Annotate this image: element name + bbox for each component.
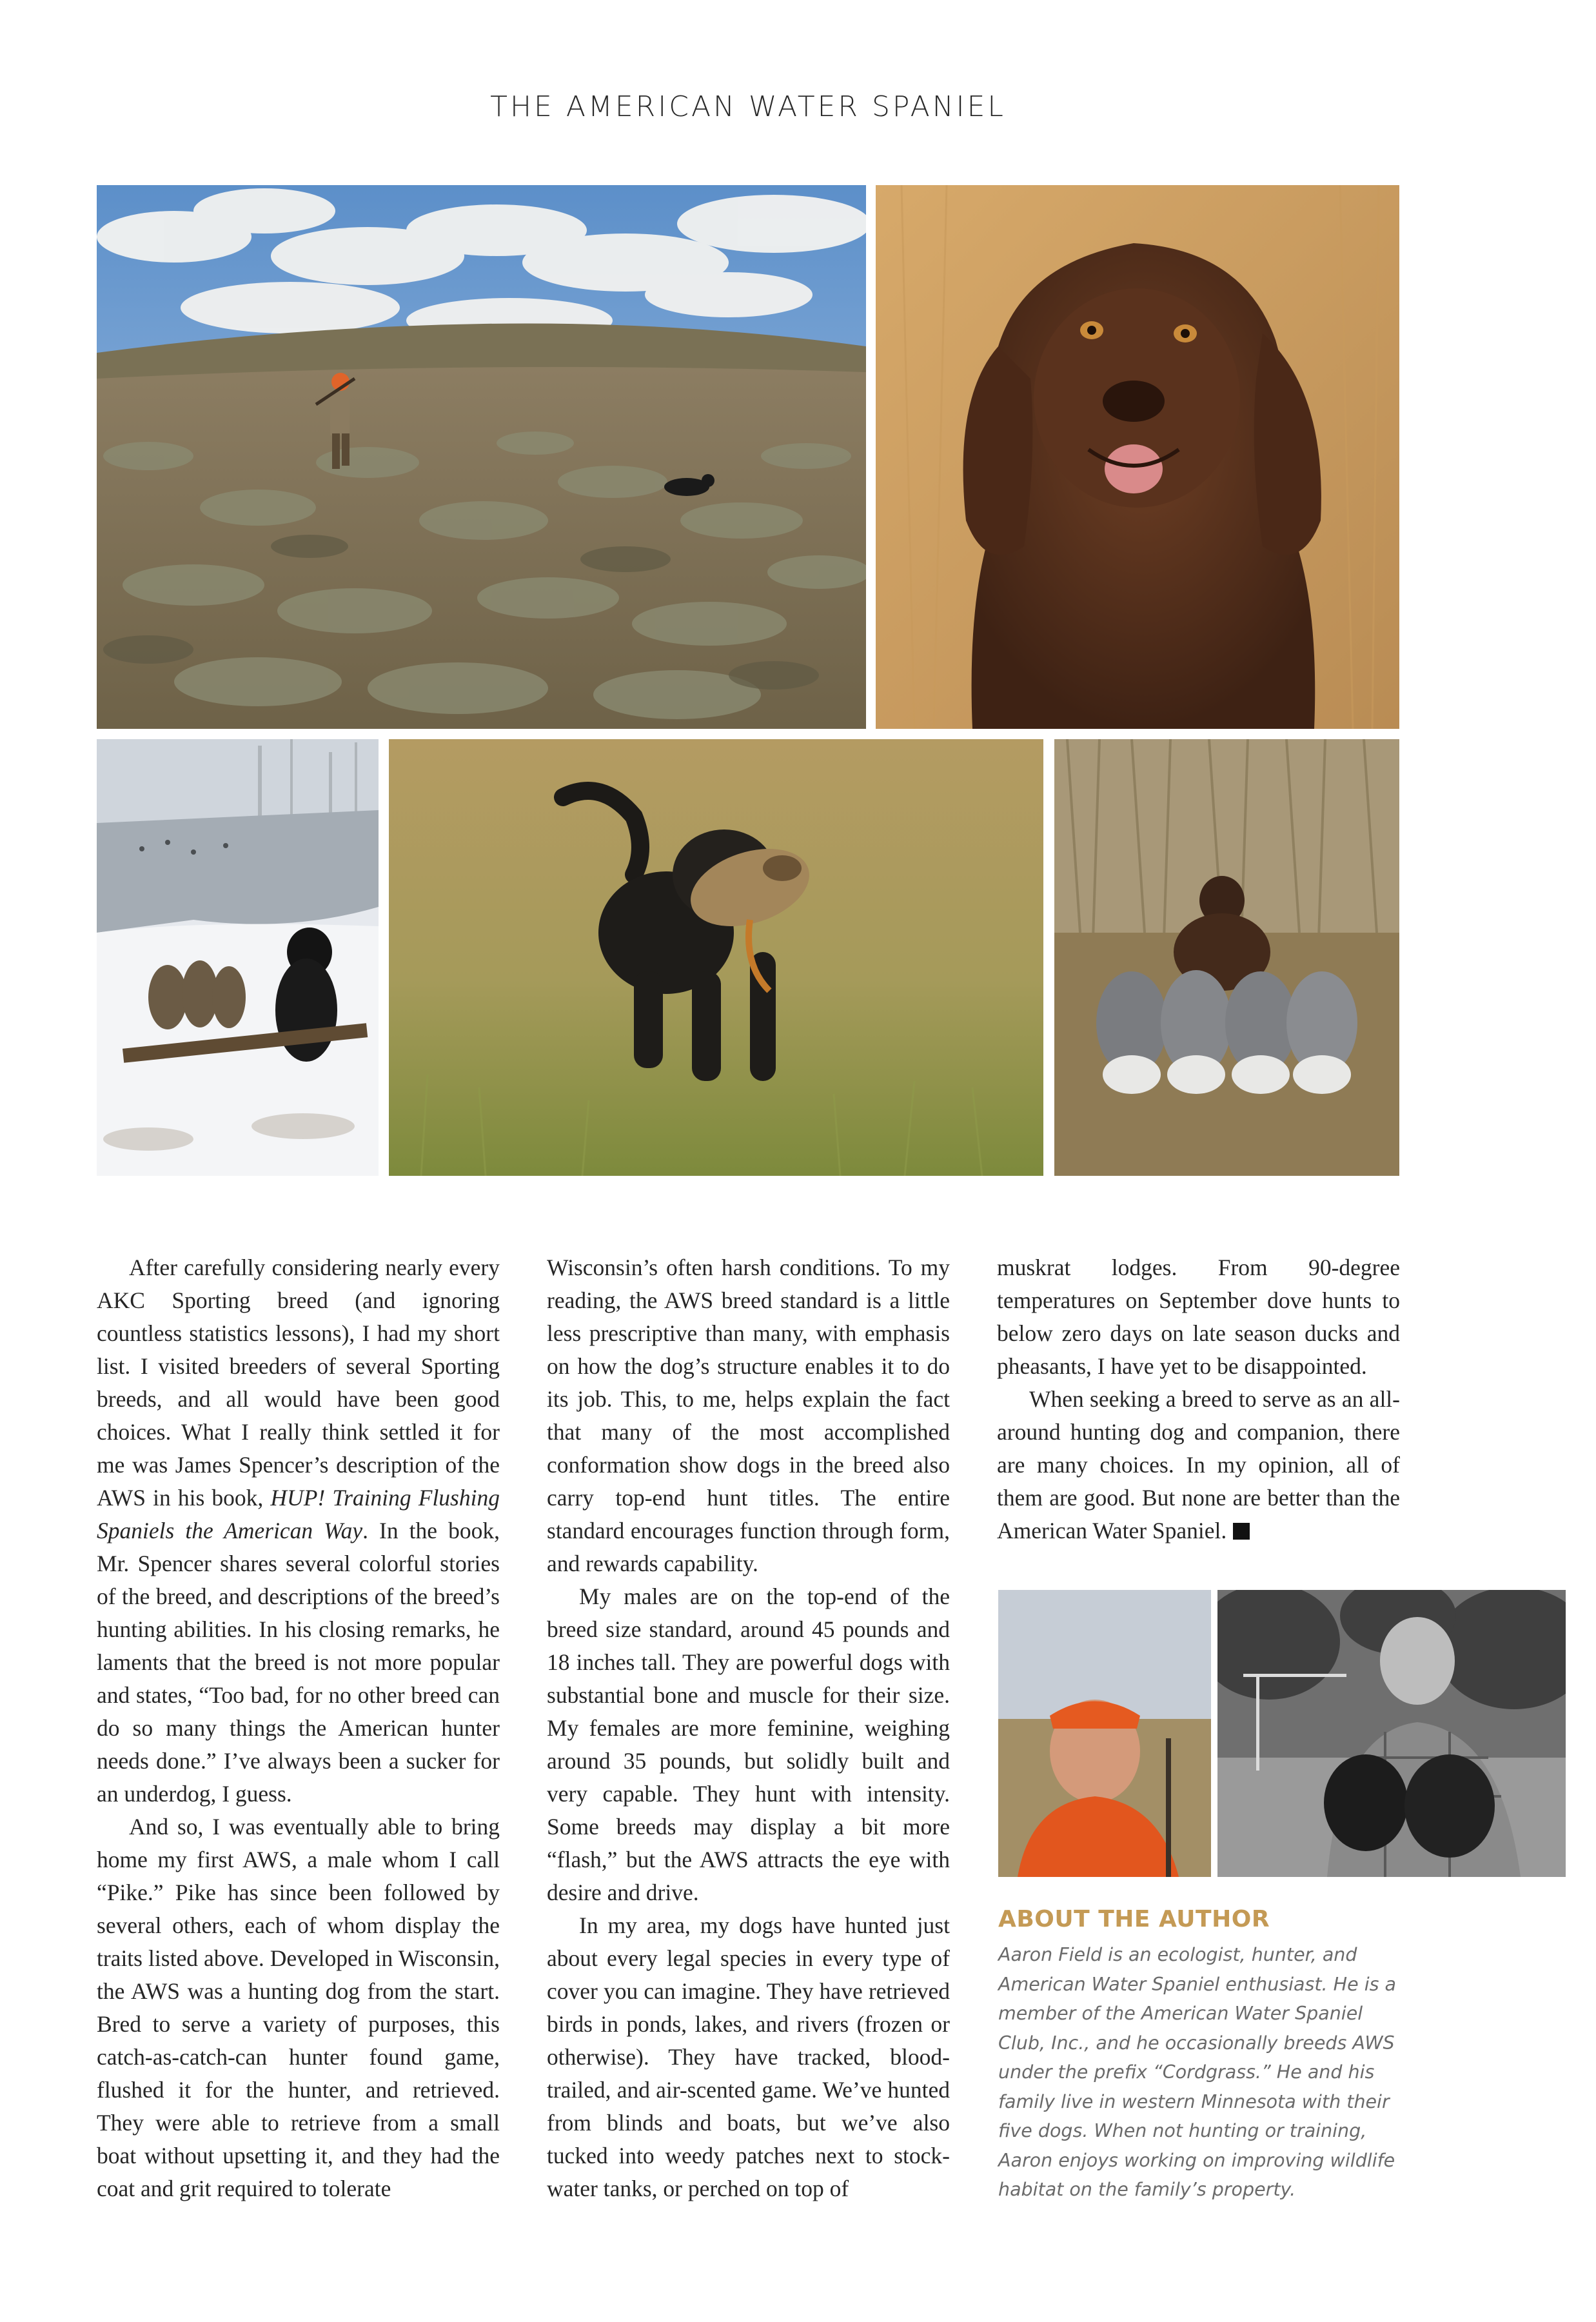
page-header-title: THE AMERICAN WATER SPANIEL bbox=[490, 90, 1006, 123]
article-paragraph: And so, I was eventually able to bring home my first AWS, a male whom I call “Pike.” Pike has since been followed by several others, each of whom display the traits listed above. Developed in Wisconsin, the AWS was a hunting dog from the start. Bred to serve a variety of purposes, this catch-as-catch-can hunter found game, flushed it for the hunter, and retrieved. They were able to retrieve from a small boat without upsetting it, and they had the coat and grit required to tolerate bbox=[97, 1814, 500, 2201]
article-paragraph bbox=[997, 1383, 1400, 1547]
end-mark-icon bbox=[1233, 1523, 1250, 1540]
author-orange-photo bbox=[998, 1590, 1211, 1877]
paragraph-text: After carefully considering nearly every AKC Sporting breed (and ignoring countless statistics lessons), I had my short list. I visited breeders of several Sporting breeds, and all would have been good choices. What I really think settled it for me was James Spencer’s description of the AWS in his book, bbox=[97, 1255, 500, 1511]
article-paragraph: Wisconsin’s often harsh conditions. To my reading, the AWS breed standard is a little less prescriptive than many, with emphasis on how the dog’s structure enables it to do its job. This, to me, helps explain the fact that many of the most accomplished conformation show dogs in the breed also carry top-end hunt titles. The entire standard encourages function through form, and rewards capability. bbox=[547, 1255, 950, 1576]
geese-field-photo bbox=[1054, 739, 1399, 1176]
article-paragraph: muskrat lodges. From 90-degree temperatures on September dove hunts to below zero days on late season ducks and pheasants, I have yet to be disappointed. bbox=[997, 1255, 1400, 1379]
article-column-1 bbox=[97, 1251, 500, 2205]
article-paragraph: In my area, my dogs have hunted just about every legal species in every type of cover you can imagine. They have retrieved birds in ponds, lakes, and rivers (frozen or otherwise). They have tracked, blood-trailed, and air-scented game. We’ve hunted from blinds and boats, but we’ve also tucked into weedy patches next to stock-water tanks, or perched on top of bbox=[547, 1912, 950, 2201]
spaniel-portrait-photo bbox=[876, 185, 1399, 729]
snow-ducks-photo bbox=[97, 739, 379, 1176]
article-paragraph: My males are on the top-end of the breed size standard, around 45 pounds and 18 inches tall. They are powerful dogs with substantial bone and muscle for their size. My females are more feminine, weighing around 35 pounds, but solidly built and very capable. They hunt with intensity. Some breeds may display a bit more “flash,” but the AWS attracts the eye with desire and drive. bbox=[547, 1583, 950, 1905]
paragraph-text: . In the book, Mr. Spencer shares several colorful stories of the breed, and descriptions of the breed’s hunting abilities. In his closing remarks, he laments that the breed is not more popular and states, “Too bad, for no other breed can do so many things the American hunter needs done.” I’ve always been a sucker for an underdog, I guess. bbox=[97, 1518, 500, 1807]
author-puppies-photo bbox=[1217, 1590, 1566, 1877]
about-author-bio: Aaron Field is an ecologist, hunter, and American Water Spaniel enthusiast. He is a member of the American Water Spaniel Club, Inc., and he occasionally breeds AWS under the prefix “Cordgrass.” He and his family live in western Minnesota with their five dogs. When not hunting or training, Aaron enjoys working on improving wildlife habitat on the family’s property. bbox=[998, 1944, 1396, 2200]
article-column-3 bbox=[997, 1251, 1400, 1547]
paragraph-text: When seeking a breed to serve as an all-around hunting dog and companion, there are many choices. In my opinion, all of them are good. But none are better than the American Water Spaniel. bbox=[997, 1386, 1400, 1543]
retrieve-duck-photo bbox=[389, 739, 1043, 1176]
book-title: HUP! Training Flushing Spaniels the American Way bbox=[97, 1485, 500, 1543]
article-paragraph bbox=[97, 1251, 500, 1811]
article-column-2 bbox=[547, 1251, 950, 2205]
about-author-heading: ABOUT THE AUTHOR bbox=[998, 1906, 1270, 1932]
sagebrush-hunt-photo bbox=[97, 185, 866, 729]
